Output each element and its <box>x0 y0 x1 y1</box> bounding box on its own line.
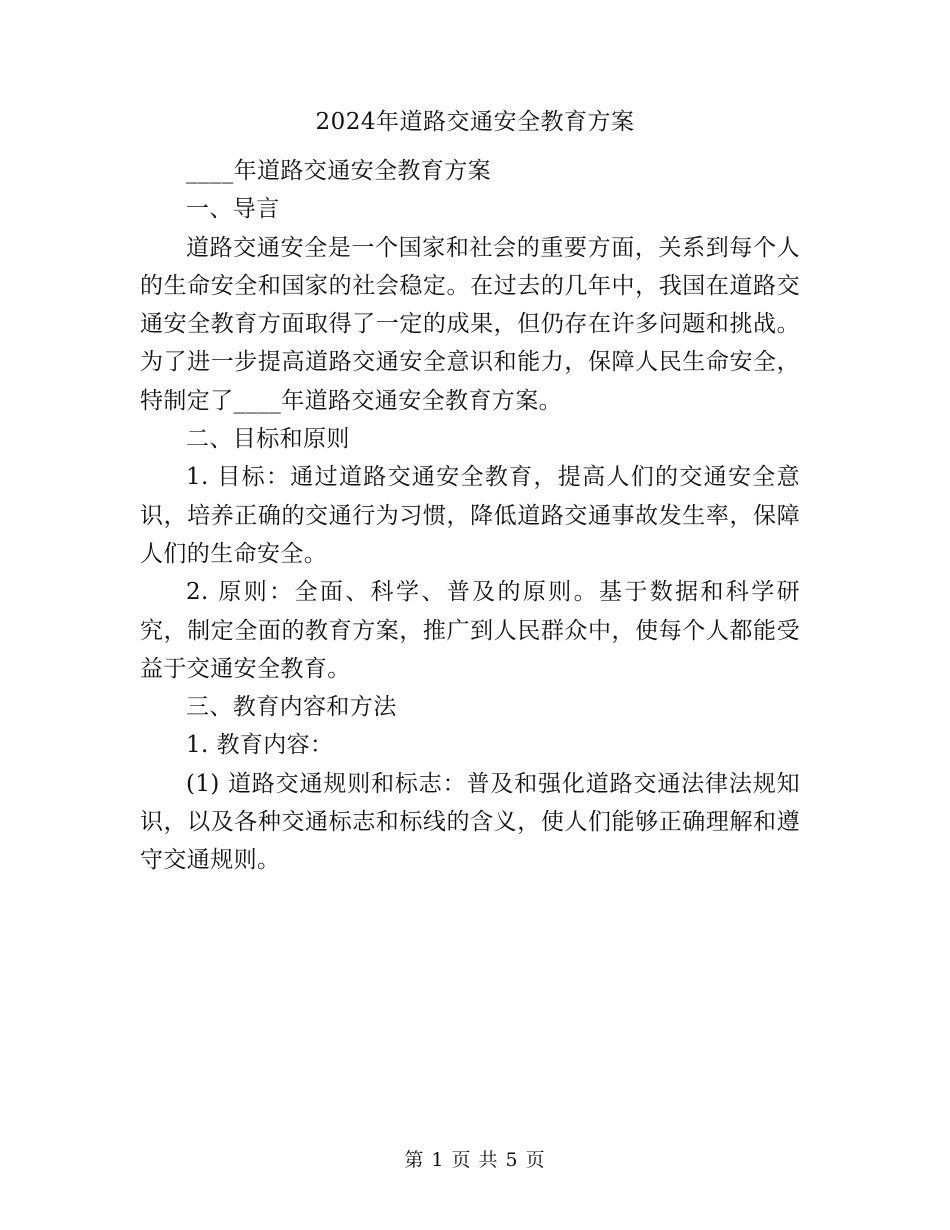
section-heading-introduction: 一、导言 <box>186 196 280 223</box>
paragraph-goal: 1. 目标：通过道路交通安全教育，提高人们的交通安全意识，培养正确的交通行为习惯，降低道路交通事故发生率，保障人们的生命安全。 <box>140 464 800 567</box>
page-indicator: 第 1 页 共 5 页 <box>404 1149 546 1171</box>
subheading-education-content: 1. 教育内容： <box>186 732 334 759</box>
paragraph-introduction: 道路交通安全是一个国家和社会的重要方面，关系到每个人的生命安全和国家的社会稳定。在过去的几年中，我国在道路交通安全教育方面取得了一定的成果，但仍存在许多问题和挑战。为了进一步提高道路交通安全意识和能力，保障人民生命安全，特制定了____年道路交通安全教育方案。 <box>140 234 800 414</box>
section-heading-content-methods: 三、教育内容和方法 <box>186 694 397 721</box>
paragraph-principle: 2. 原则：全面、科学、普及的原则。基于数据和科学研究，制定全面的教育方案，推广到人民群众中，使每个人都能受益于交通安全教育。 <box>140 579 800 682</box>
paragraph-traffic-rules: (1) 道路交通规则和标志：普及和强化道路交通法律法规知识，以及各种交通标志和标线的含义，使人们能够正确理解和遵守交通规则。 <box>140 770 800 874</box>
paragraph-subtitle: ____年道路交通安全教育方案 <box>186 158 491 184</box>
document-title: 2024年道路交通安全教育方案 <box>315 109 635 135</box>
document-body <box>140 152 800 880</box>
section-heading-goals: 二、目标和原则 <box>186 426 350 453</box>
